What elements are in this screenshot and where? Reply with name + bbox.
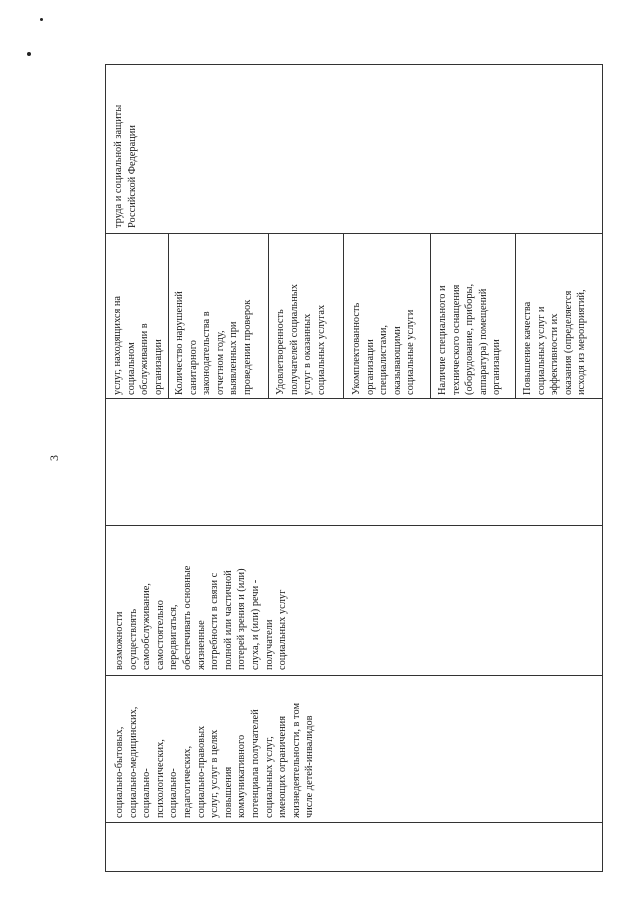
cell-service-types: социально-бытовых, социально-медицинских, социально- психологических, социально- педагогических, социально-правовых услуг, услуг в целях повышения коммуникативного потенциала получателей социальных услуг, имеющих ограничения жизнедеятельности, в том числе детей-инвалидов [114,702,316,818]
table-border-left [105,64,106,872]
column-divider [105,822,603,823]
row-divider [515,233,516,399]
table-border-bottom [105,871,603,872]
scan-speck [40,18,43,21]
row-divider [168,233,169,399]
column-divider [105,398,603,399]
cell-recipient-conditions: возможности осуществлять самообслуживание, самостоятельно передвигаться, обеспечивать основные жизненные потребности в связи с полной или частичной потерей зрения и (или) слуха, и (или) речи - получатели социальных услуг [114,565,289,670]
cell-indicator-staffing: Укомплектованность организации специалистами, оказывающими социальные услуги [351,302,417,395]
row-divider [430,233,431,399]
row-divider [268,233,269,399]
row-divider [343,233,344,399]
cell-indicator-sanitary-violations: Количество нарушений санитарного законодательства в отчетном году, выявленных при проведении проверок [174,291,253,395]
page-number: 3 [47,455,61,461]
cell-indicator-satisfaction: Удовлетворенность получателей социальных услуг в оказанных социальных услугах [275,284,327,395]
cell-indicator-equipment: Наличие специального и технического оснащения (оборудование, приборы, аппаратура) помещений организации [437,283,503,395]
cell-indicator-recipients: услуг, находящихся на социальном обслуживании в организации [112,295,164,395]
cell-ministry: труда и социальной защиты Российской Федерации [113,104,138,228]
scan-speck [27,52,31,56]
table-border-top [105,64,603,65]
cell-indicator-quality: Повышение качества социальных услуг и эффективности их оказания (определяется исходя из мероприятий, [522,289,588,395]
table-border-right [602,64,603,872]
